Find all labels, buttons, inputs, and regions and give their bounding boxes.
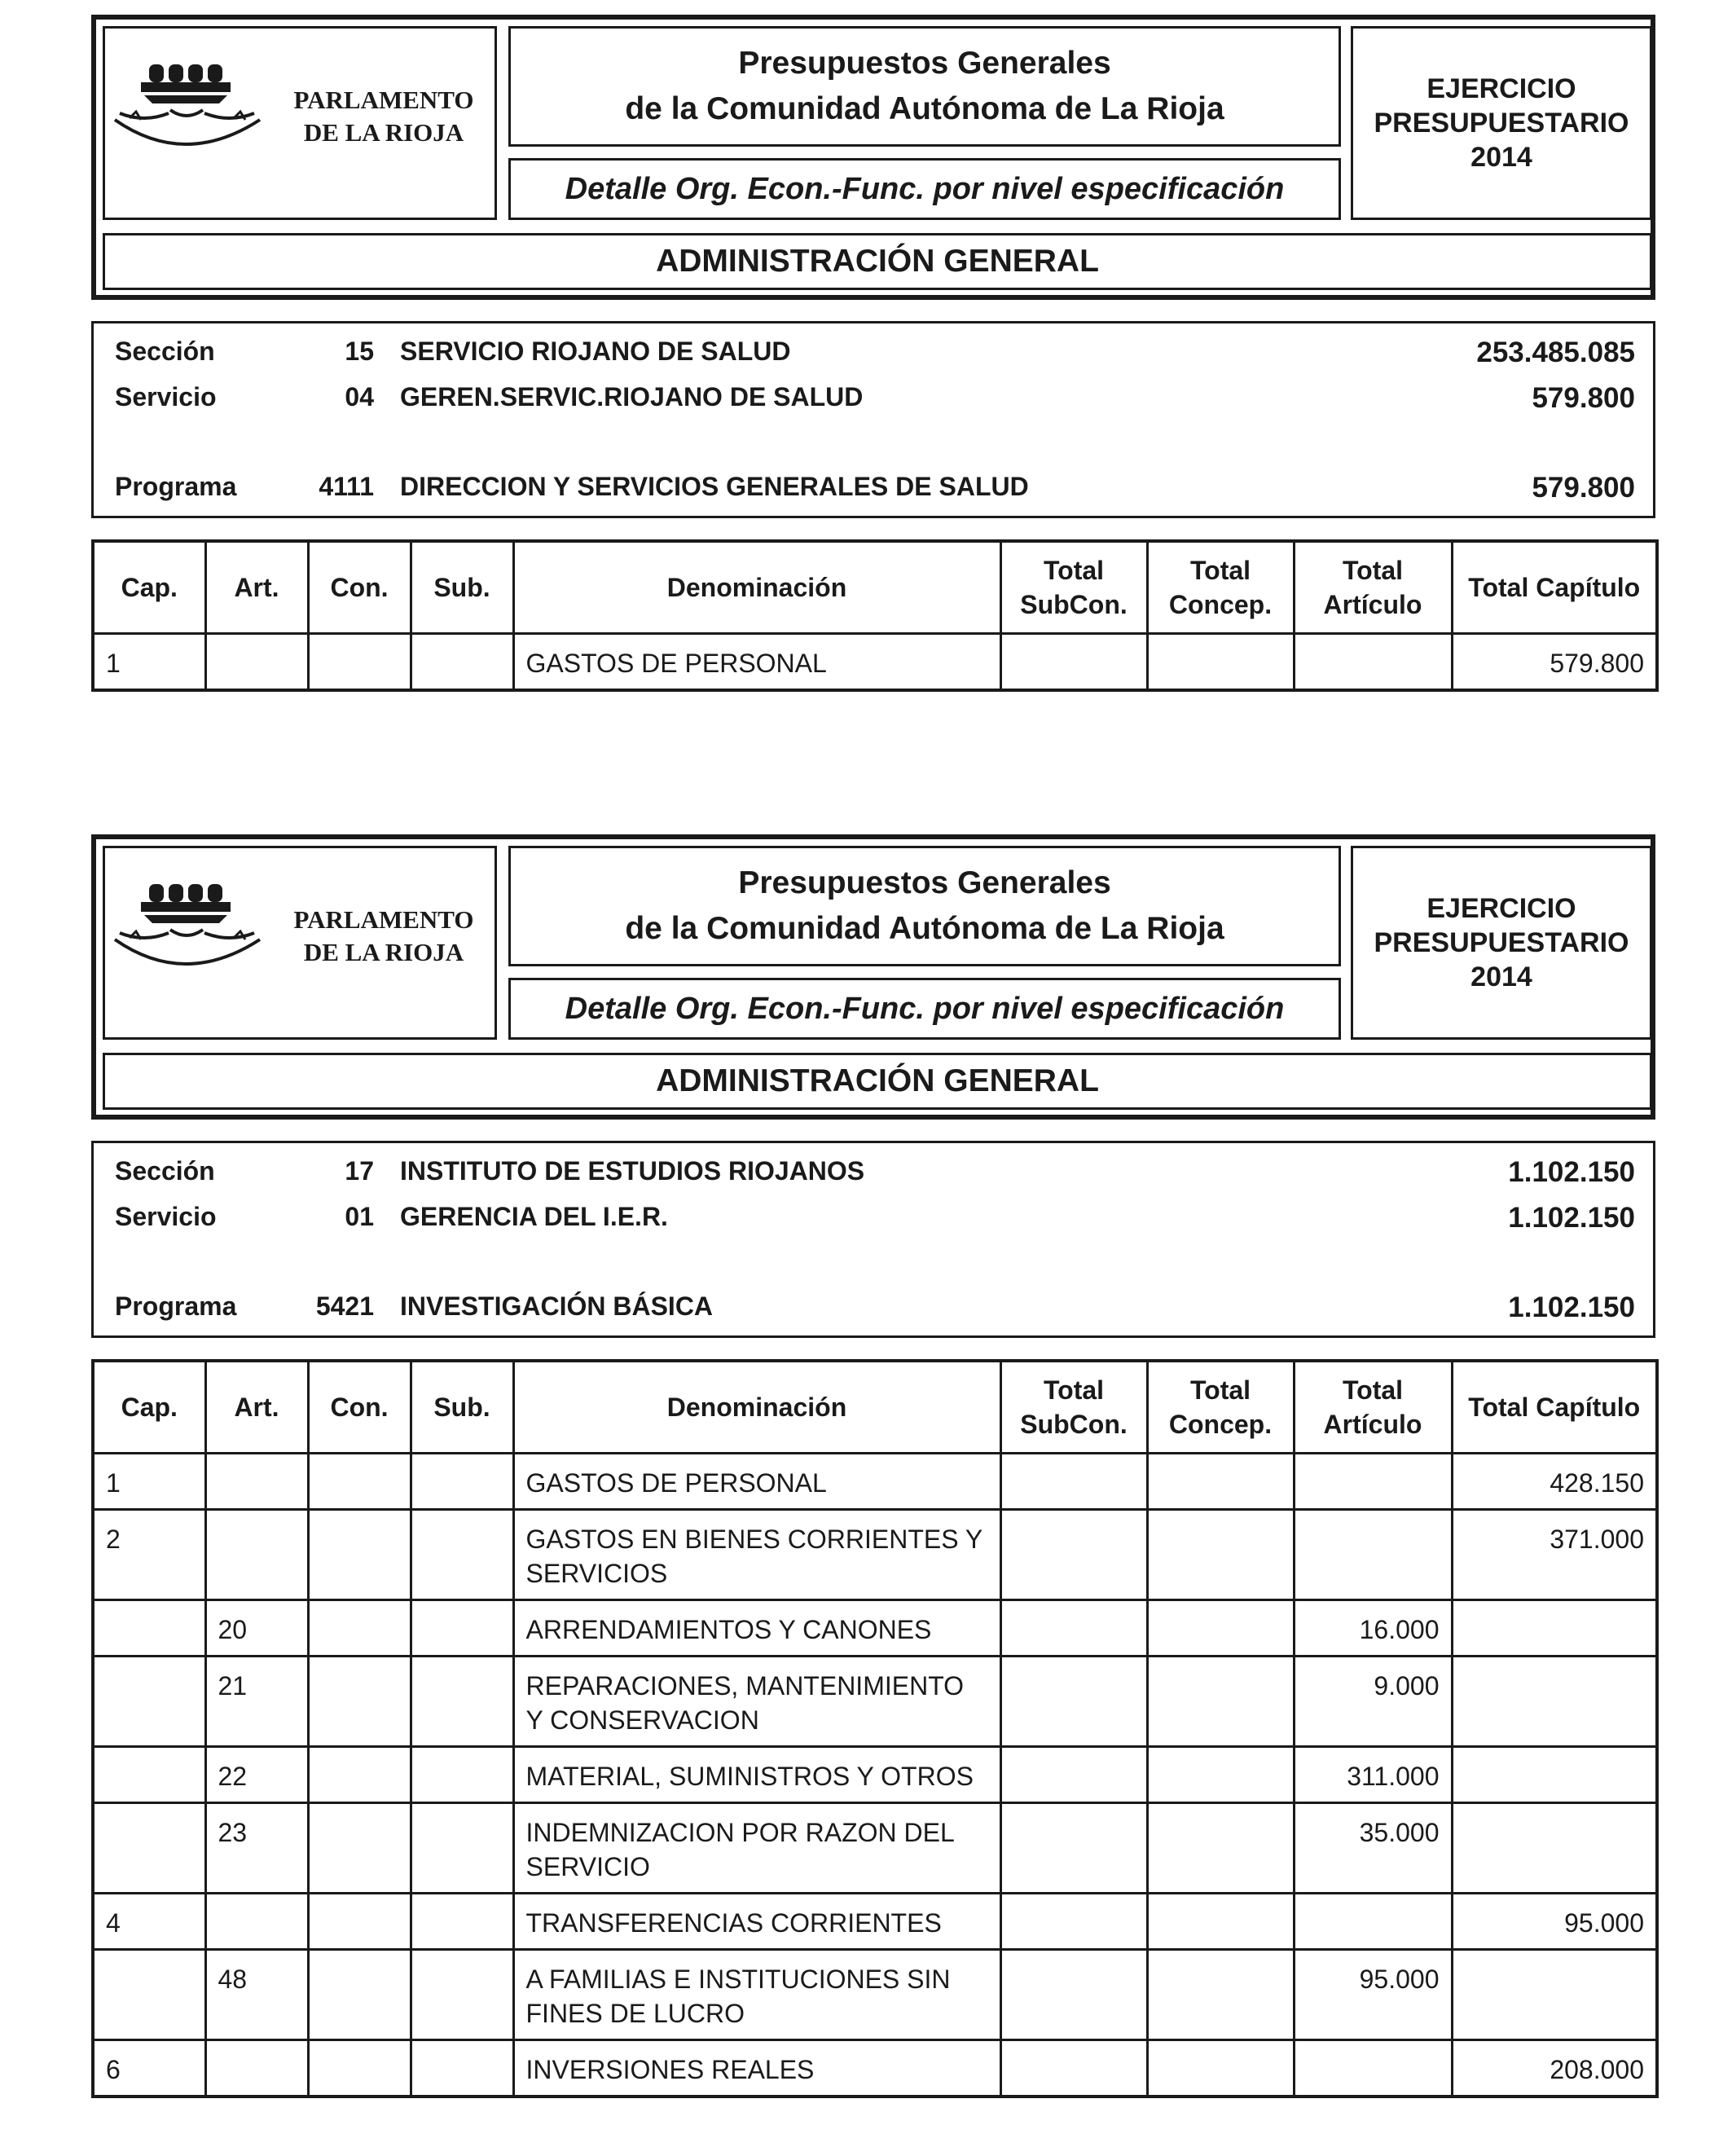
column-header: Art. — [205, 1361, 308, 1454]
total-capitulo-cell: 579.800 — [1452, 634, 1657, 691]
table-row — [93, 1894, 1657, 1950]
cap-cell: 1 — [93, 1454, 205, 1510]
con-cell — [308, 1894, 411, 1950]
total-concep-cell — [1147, 1657, 1294, 1747]
column-header: Total Capítulo — [1452, 541, 1657, 634]
table-row — [93, 2040, 1657, 2097]
column-header: Total SubCon. — [1000, 1361, 1147, 1454]
total-articulo-cell: 311.000 — [1294, 1747, 1452, 1803]
cap-cell: 6 — [93, 2040, 205, 2097]
parliament-logo-icon — [112, 63, 275, 161]
fiscal-year-box: EJERCICIO PRESUPUESTARIO 2014 — [1351, 846, 1652, 1040]
con-cell — [308, 1803, 411, 1894]
sub-cell — [411, 1657, 513, 1747]
cap-cell — [93, 1950, 205, 2040]
logo-text: PARLAMENTO DE LA RIOJA — [293, 86, 474, 147]
total-articulo-cell — [1294, 2040, 1452, 2097]
administration-title: ADMINISTRACIÓN GENERAL — [103, 233, 1652, 290]
total-subcon-cell — [1000, 1950, 1147, 2040]
cap-cell — [93, 1600, 205, 1657]
table-header-row — [93, 1361, 1657, 1454]
art-cell — [205, 1454, 308, 1510]
total-concep-cell — [1147, 1510, 1294, 1600]
con-cell — [308, 1747, 411, 1803]
art-cell — [205, 1510, 308, 1600]
denominacion-cell: GASTOS EN BIENES CORRIENTES Y SERVICIOS — [513, 1510, 1000, 1600]
sub-cell — [411, 634, 513, 691]
table-row — [93, 1803, 1657, 1894]
cap-cell: 2 — [93, 1510, 205, 1600]
denominacion-cell: A FAMILIAS E INSTITUCIONES SIN FINES DE LUCRO — [513, 1950, 1000, 2040]
art-cell: 23 — [205, 1803, 308, 1894]
column-header: Cap. — [93, 541, 205, 634]
con-cell — [308, 1600, 411, 1657]
art-cell — [205, 2040, 308, 2097]
total-subcon-cell — [1000, 2040, 1147, 2097]
art-cell: 22 — [205, 1747, 308, 1803]
page-header — [91, 834, 1655, 1120]
total-concep-cell — [1147, 1803, 1294, 1894]
programa-row: Programa 4111 DIRECCION Y SERVICIOS GENERALES DE SALUD 579.800 — [115, 472, 1635, 504]
art-cell — [205, 1894, 308, 1950]
total-concep-cell — [1147, 634, 1294, 691]
table-row — [93, 1657, 1657, 1747]
total-subcon-cell — [1000, 1894, 1147, 1950]
art-cell: 21 — [205, 1657, 308, 1747]
seccion-row: Sección 17 INSTITUTO DE ESTUDIOS RIOJANOS 1.102.150 — [115, 1156, 1635, 1188]
total-concep-cell — [1147, 2040, 1294, 2097]
denominacion-cell: INVERSIONES REALES — [513, 2040, 1000, 2097]
column-header: Cap. — [93, 1361, 205, 1454]
section-info — [91, 1141, 1655, 1338]
denominacion-cell: INDEMNIZACION POR RAZON DEL SERVICIO — [513, 1803, 1000, 1894]
column-header: Total Concep. — [1147, 541, 1294, 634]
table-row — [93, 634, 1657, 691]
sub-cell — [411, 1600, 513, 1657]
con-cell — [308, 1657, 411, 1747]
con-cell — [308, 1950, 411, 2040]
column-header: Con. — [308, 1361, 411, 1454]
table-header-row — [93, 541, 1657, 634]
total-articulo-cell — [1294, 1454, 1452, 1510]
cap-cell: 4 — [93, 1894, 205, 1950]
art-cell — [205, 634, 308, 691]
total-capitulo-cell — [1452, 1950, 1657, 2040]
logo-box — [103, 26, 497, 220]
cap-cell — [93, 1747, 205, 1803]
denominacion-cell: ARRENDAMIENTOS Y CANONES — [513, 1600, 1000, 1657]
document-subtitle: Detalle Org. Econ.-Func. por nivel especificación — [508, 978, 1341, 1040]
cap-cell — [93, 1803, 205, 1894]
sub-cell — [411, 1747, 513, 1803]
sub-cell — [411, 1454, 513, 1510]
total-capitulo-cell: 95.000 — [1452, 1894, 1657, 1950]
column-header: Art. — [205, 541, 308, 634]
sub-cell — [411, 2040, 513, 2097]
total-articulo-cell — [1294, 1510, 1452, 1600]
sub-cell — [411, 1894, 513, 1950]
denominacion-cell: REPARACIONES, MANTENIMIENTO Y CONSERVACION — [513, 1657, 1000, 1747]
total-capitulo-cell — [1452, 1657, 1657, 1747]
con-cell — [308, 2040, 411, 2097]
document-subtitle: Detalle Org. Econ.-Func. por nivel especificación — [508, 158, 1341, 220]
total-concep-cell — [1147, 1894, 1294, 1950]
total-capitulo-cell: 208.000 — [1452, 2040, 1657, 2097]
total-capitulo-cell: 371.000 — [1452, 1510, 1657, 1600]
servicio-row: Servicio 04 GEREN.SERVIC.RIOJANO DE SALUD 579.800 — [115, 382, 1635, 414]
column-header: Sub. — [411, 541, 513, 634]
total-capitulo-cell: 428.150 — [1452, 1454, 1657, 1510]
total-subcon-cell — [1000, 1510, 1147, 1600]
denominacion-cell: MATERIAL, SUMINISTROS Y OTROS — [513, 1747, 1000, 1803]
logo-box — [103, 846, 497, 1040]
denominacion-cell: GASTOS DE PERSONAL — [513, 1454, 1000, 1510]
budget-table — [91, 539, 1659, 692]
total-subcon-cell — [1000, 634, 1147, 691]
column-header: Denominación — [513, 1361, 1000, 1454]
total-capitulo-cell — [1452, 1600, 1657, 1657]
column-header: Total Concep. — [1147, 1361, 1294, 1454]
column-header: Sub. — [411, 1361, 513, 1454]
page-header — [91, 15, 1655, 300]
total-concep-cell — [1147, 1454, 1294, 1510]
total-subcon-cell — [1000, 1600, 1147, 1657]
administration-title: ADMINISTRACIÓN GENERAL — [103, 1053, 1652, 1110]
total-articulo-cell: 16.000 — [1294, 1600, 1452, 1657]
programa-row: Programa 5421 INVESTIGACIÓN BÁSICA 1.102.150 — [115, 1291, 1635, 1323]
total-concep-cell — [1147, 1600, 1294, 1657]
total-articulo-cell: 9.000 — [1294, 1657, 1452, 1747]
sub-cell — [411, 1510, 513, 1600]
total-articulo-cell — [1294, 634, 1452, 691]
document-title: Presupuestos Generales de la Comunidad Autónoma de La Rioja — [508, 846, 1341, 966]
seccion-row: Sección 15 SERVICIO RIOJANO DE SALUD 253.485.085 — [115, 337, 1635, 368]
column-header: Total Capítulo — [1452, 1361, 1657, 1454]
budget-table — [91, 1359, 1659, 2098]
table-row — [93, 1454, 1657, 1510]
total-subcon-cell — [1000, 1657, 1147, 1747]
cap-cell: 1 — [93, 634, 205, 691]
total-subcon-cell — [1000, 1747, 1147, 1803]
servicio-row: Servicio 01 GERENCIA DEL I.E.R. 1.102.150 — [115, 1202, 1635, 1234]
total-subcon-cell — [1000, 1454, 1147, 1510]
cap-cell — [93, 1657, 205, 1747]
document-title: Presupuestos Generales de la Comunidad Autónoma de La Rioja — [508, 26, 1341, 147]
logo-text: PARLAMENTO DE LA RIOJA — [293, 905, 474, 966]
total-capitulo-cell — [1452, 1747, 1657, 1803]
total-subcon-cell — [1000, 1803, 1147, 1894]
total-capitulo-cell — [1452, 1803, 1657, 1894]
con-cell — [308, 634, 411, 691]
con-cell — [308, 1510, 411, 1600]
fiscal-year-box: EJERCICIO PRESUPUESTARIO 2014 — [1351, 26, 1652, 220]
sub-cell — [411, 1950, 513, 2040]
table-row — [93, 1950, 1657, 2040]
sub-cell — [411, 1803, 513, 1894]
con-cell — [308, 1454, 411, 1510]
art-cell: 48 — [205, 1950, 308, 2040]
denominacion-cell: GASTOS DE PERSONAL — [513, 634, 1000, 691]
art-cell: 20 — [205, 1600, 308, 1657]
table-row — [93, 1510, 1657, 1600]
section-info — [91, 321, 1655, 518]
total-concep-cell — [1147, 1950, 1294, 2040]
table-row — [93, 1747, 1657, 1803]
column-header: Total Artículo — [1294, 541, 1452, 634]
column-header: Total Artículo — [1294, 1361, 1452, 1454]
total-articulo-cell — [1294, 1894, 1452, 1950]
column-header: Total SubCon. — [1000, 541, 1147, 634]
total-articulo-cell: 35.000 — [1294, 1803, 1452, 1894]
parliament-logo-icon — [112, 882, 275, 980]
table-row — [93, 1600, 1657, 1657]
denominacion-cell: TRANSFERENCIAS CORRIENTES — [513, 1894, 1000, 1950]
column-header: Denominación — [513, 541, 1000, 634]
column-header: Con. — [308, 541, 411, 634]
total-articulo-cell: 95.000 — [1294, 1950, 1452, 2040]
total-concep-cell — [1147, 1747, 1294, 1803]
